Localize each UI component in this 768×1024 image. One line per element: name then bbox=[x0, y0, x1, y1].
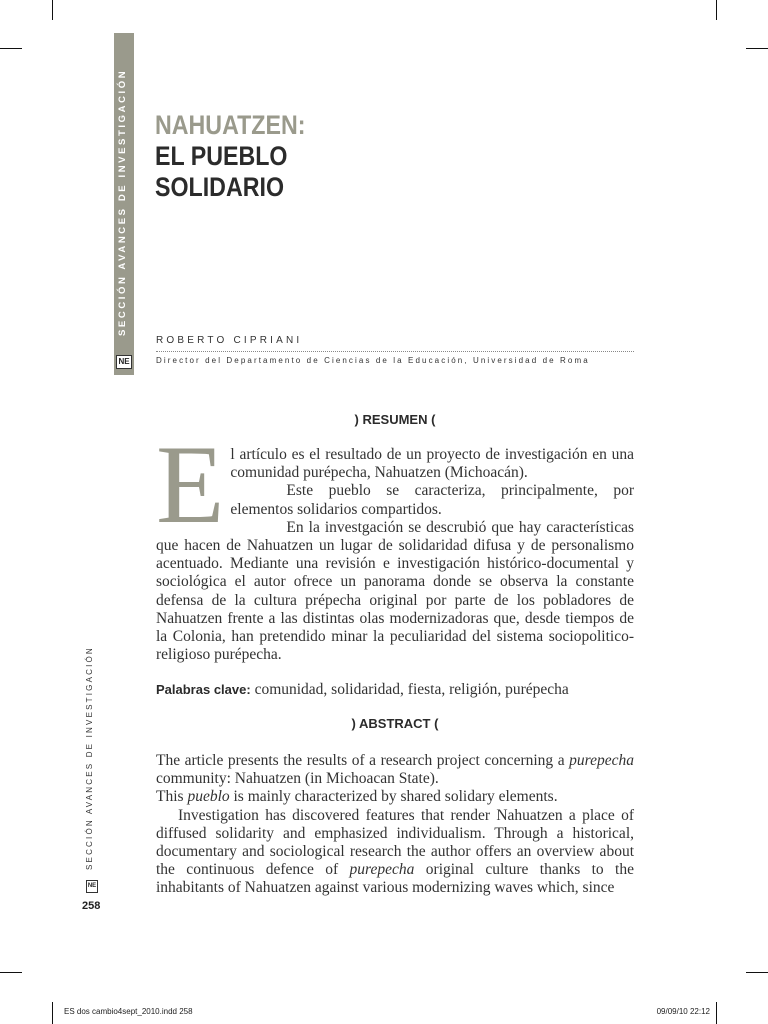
crop-mark bbox=[0, 48, 22, 49]
section-label-vertical-footer: SECCIÓN AVANCES DE INVESTIGACIÓN bbox=[85, 646, 94, 870]
crop-mark bbox=[716, 1002, 717, 1024]
resumen-paragraph-2: Este pueblo se caracteriza, principalmente, por elementos solidarios compartidos. bbox=[230, 482, 634, 518]
crop-mark bbox=[52, 0, 53, 20]
crop-mark bbox=[746, 972, 768, 973]
footer-filename: ES dos cambio4sept_2010.indd 258 bbox=[64, 1007, 193, 1016]
crop-mark bbox=[52, 1002, 53, 1024]
author-name: ROBERTO CIPRIANI bbox=[156, 335, 303, 346]
keywords bbox=[156, 681, 569, 699]
title-line-1: NAHUATZEN: bbox=[155, 110, 306, 140]
abstract-heading: ) ABSTRACT ( bbox=[351, 716, 439, 731]
journal-logo-footer: NE bbox=[86, 880, 98, 893]
abstract-body bbox=[156, 752, 634, 898]
journal-logo: NE bbox=[116, 355, 132, 369]
keywords-label: Palabras clave: bbox=[156, 682, 251, 697]
crop-mark bbox=[746, 48, 768, 49]
drop-cap: E bbox=[156, 423, 225, 547]
author-affiliation: Director del Departamento de Ciencias de la Educación, Universidad de Roma bbox=[156, 356, 590, 365]
abstract-paragraph-2: This pueblo is mainly characterized by shared solidary elements. bbox=[156, 788, 558, 806]
title-line-3: SOLIDARIO bbox=[155, 172, 285, 202]
resumen-paragraph-3: En la investgación se descrubió que hay características que hacen de Nahuatzen un lugar de solidaridad difusa y de personalismo acentuado. Mediante una revisión e investigación histórico-documental y sociológica el autor ofrece un panorama donde se observa la constante defensa de la cultura prépecha original por parte de los pobladores de Nahuatzen frente a las distintas olas modernizadoras que, desde tiempos de la Colonia, han pretendido minar la peculiaridad del sistema sociopolitico-religioso purépecha. bbox=[156, 518, 634, 664]
abstract-paragraph-3: Investigation has discovered features that render Nahuatzen a place of diffused solidarity and emphasized individualism. Through a historical, documentary and sociological research the author offers an overview about the continuous defence of purepecha original culture thanks to the inhabitants of Nahuatzen against various modernizing waves which, since bbox=[156, 806, 634, 897]
dotted-divider bbox=[156, 351, 634, 352]
title-line-2: EL PUEBLO bbox=[155, 141, 288, 171]
footer-timestamp: 09/09/10 22:12 bbox=[656, 1007, 710, 1016]
page-number: 258 bbox=[82, 900, 101, 912]
crop-mark bbox=[716, 0, 717, 20]
keywords-value: comunidad, solidaridad, fiesta, religión, purépecha bbox=[254, 681, 569, 698]
article-title bbox=[155, 110, 305, 203]
crop-mark bbox=[0, 972, 22, 973]
resumen-heading: ) RESUMEN ( bbox=[354, 412, 436, 427]
resumen-paragraph-1: l artículo es el resultado de un proyecto de investigación en una comunidad purépecha, Nahuatzen (Michoacán). bbox=[230, 446, 634, 482]
resumen-body bbox=[156, 423, 634, 664]
section-label-vertical: SECCIÓN AVANCES DE INVESTIGACIÓN bbox=[117, 68, 128, 336]
abstract-paragraph-1: The article presents the results of a research project concerning a purepecha community: Nahuatzen (in Michoacan State). bbox=[156, 752, 634, 788]
